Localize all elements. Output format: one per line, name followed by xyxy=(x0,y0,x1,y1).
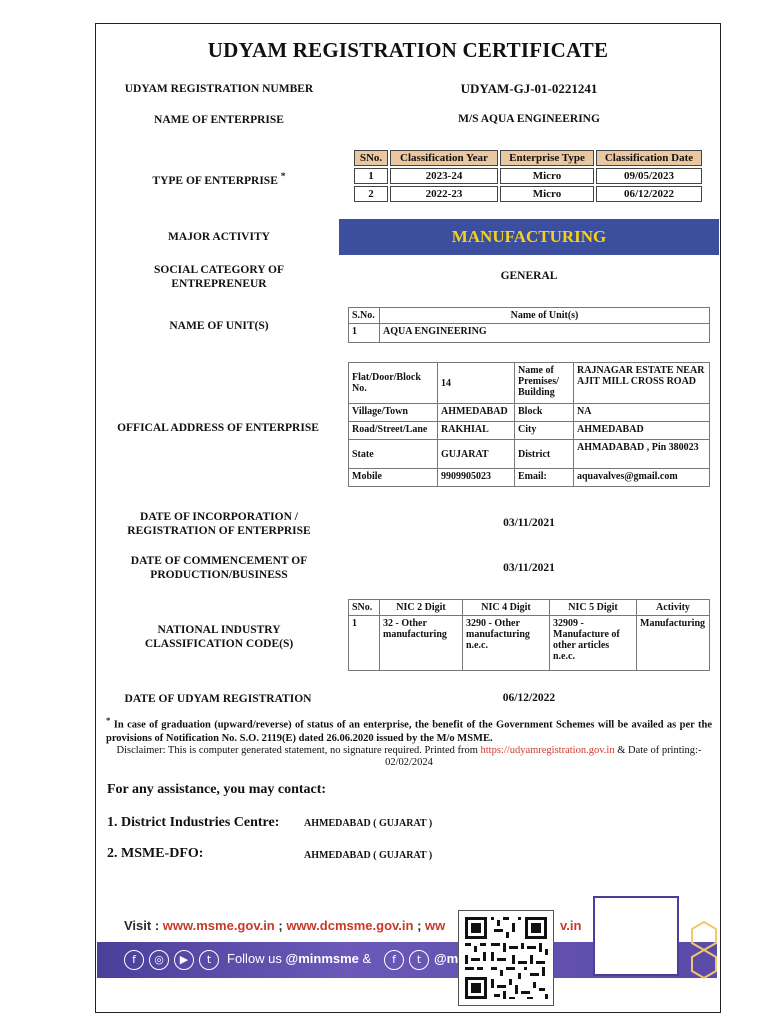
contact-heading: For any assistance, you may contact: xyxy=(107,782,327,797)
table-cell: Village/Town xyxy=(349,404,438,422)
table-cell: Micro xyxy=(500,168,594,184)
table-row xyxy=(349,469,710,487)
enterprise-type-table xyxy=(352,148,704,204)
footnote-asterisk: * xyxy=(106,715,111,725)
social-category-label-line2: ENTREPRENEUR xyxy=(171,278,267,290)
footnote xyxy=(106,714,712,745)
table-cell: aquavalves@gmail.com xyxy=(574,469,710,487)
table-cell: 2022-23 xyxy=(390,186,498,202)
incorporation-label-line2: REGISTRATION OF ENTERPRISE xyxy=(127,525,311,537)
table-cell: RAKHIAL xyxy=(438,422,515,440)
table-row xyxy=(349,404,710,422)
table-cell: AHMEDABAD xyxy=(438,404,515,422)
column-header: NIC 2 Digit xyxy=(380,600,463,616)
registration-number-label: UDYAM REGISTRATION NUMBER xyxy=(124,83,314,95)
table-cell: Name of Premises/ Building xyxy=(515,363,574,404)
visit-separator: ; xyxy=(413,918,426,933)
footnote-text: In case of graduation (upward/reverse) of status of an enterprise, the benefit of the Government Schemes will be availed as per the provisions of Notification No. S.O. 2119(E) dated 26.06.2020 issued by the M/o MSME. xyxy=(106,719,712,744)
column-header: Classification Date xyxy=(596,150,702,166)
photo-box xyxy=(593,896,679,976)
column-header: SNo. xyxy=(354,150,388,166)
follow-text xyxy=(227,951,371,966)
enterprise-type-label-text: TYPE OF ENTERPRISE xyxy=(152,174,278,187)
certificate-title: UDYAM REGISTRATION CERTIFICATE xyxy=(207,38,609,62)
site-link-msme[interactable]: www.msme.gov.in xyxy=(162,918,275,933)
table-header-row xyxy=(349,600,710,616)
table-cell: 32909 - Manufacture of other articles n.e.c. xyxy=(550,616,637,671)
table-cell: 06/12/2022 xyxy=(596,186,702,202)
table-cell: 3290 - Other manufacturing n.e.c. xyxy=(463,616,550,671)
table-cell: AQUA ENGINEERING xyxy=(380,324,710,343)
table-row xyxy=(349,422,710,440)
follow-handle: @minmsme xyxy=(285,951,359,966)
nic-table xyxy=(348,599,710,671)
major-activity-value: MANUFACTURING xyxy=(339,219,719,255)
column-header: SNo. xyxy=(349,600,380,616)
table-cell: Flat/Door/Block No. xyxy=(349,363,438,404)
table-row xyxy=(349,324,710,343)
address-label: OFFICAL ADDRESS OF ENTERPRISE xyxy=(117,422,319,434)
table-row xyxy=(354,186,702,202)
column-header: Enterprise Type xyxy=(500,150,594,166)
facebook-icon[interactable]: f xyxy=(384,950,404,970)
commencement-label-line2: PRODUCTION/BUSINESS xyxy=(150,569,288,581)
table-cell: AHMADABAD , Pin 380023 xyxy=(574,440,710,469)
table-cell: Block xyxy=(515,404,574,422)
udyam-date-label: DATE OF UDYAM REGISTRATION xyxy=(124,693,312,705)
address-table xyxy=(348,362,710,487)
site-link-partial[interactable]: ww xyxy=(425,918,446,933)
social-category-label-line1: SOCIAL CATEGORY OF xyxy=(154,264,284,276)
table-cell: GUJARAT xyxy=(438,440,515,469)
nic-label xyxy=(108,623,330,651)
udyam-date-value: 06/12/2022 xyxy=(502,692,556,704)
table-cell: 9909905023 xyxy=(438,469,515,487)
table-row xyxy=(354,168,702,184)
enterprise-name-value: M/S AQUA ENGINEERING xyxy=(458,113,600,125)
units-label: NAME OF UNIT(S) xyxy=(169,320,269,332)
qr-code xyxy=(458,910,554,1006)
units-table xyxy=(348,307,710,343)
incorporation-value: 03/11/2021 xyxy=(503,517,555,529)
table-cell: 09/05/2023 xyxy=(596,168,702,184)
table-cell: NA xyxy=(574,404,710,422)
table-cell: 14 xyxy=(438,363,515,404)
social-category-label xyxy=(108,263,330,291)
follow-handle-partial: @m xyxy=(434,951,459,966)
column-header: NIC 5 Digit xyxy=(550,600,637,616)
table-cell: Email: xyxy=(515,469,574,487)
table-cell: Manufacturing xyxy=(637,616,710,671)
table-cell: 1 xyxy=(349,616,380,671)
column-header: NIC 4 Digit xyxy=(463,600,550,616)
table-cell: Mobile xyxy=(349,469,438,487)
follow-amp: & xyxy=(362,951,372,966)
nic-label-line2: CLASSIFICATION CODE(S) xyxy=(144,638,294,650)
column-header: S.No. xyxy=(349,308,380,324)
table-row xyxy=(349,440,710,469)
table-cell: City xyxy=(515,422,574,440)
dic-label: 1. District Industries Centre: xyxy=(107,815,280,830)
visit-label: Visit : xyxy=(124,918,163,933)
visit-line xyxy=(124,918,445,933)
table-cell: State xyxy=(349,440,438,469)
registration-number-value: UDYAM-GJ-01-0221241 xyxy=(460,81,598,96)
table-cell: Road/Street/Lane xyxy=(349,422,438,440)
twitter-icon[interactable]: t xyxy=(409,950,429,970)
table-cell: AHMEDABAD xyxy=(574,422,710,440)
commencement-label-line1: DATE OF COMMENCEMENT OF xyxy=(130,555,308,567)
site-link-partial-end[interactable]: v.in xyxy=(560,918,582,933)
follow-label: Follow us xyxy=(227,951,282,966)
table-cell: District xyxy=(515,440,574,469)
disclaimer-link[interactable]: https://udyamregistration.gov.in xyxy=(480,745,615,756)
disclaimer xyxy=(106,745,712,769)
instagram-icon[interactable]: ◎ xyxy=(149,950,169,970)
column-header: Activity xyxy=(637,600,710,616)
table-cell: 2023-24 xyxy=(390,168,498,184)
social-category-value: GENERAL xyxy=(500,270,558,282)
major-activity-label: MAJOR ACTIVITY xyxy=(168,231,270,243)
youtube-icon[interactable]: ▶ xyxy=(174,950,194,970)
dfo-label: 2. MSME-DFO: xyxy=(107,846,204,861)
table-cell: 1 xyxy=(349,324,380,343)
column-header: Classification Year xyxy=(390,150,498,166)
commencement-label xyxy=(108,554,330,582)
disclaimer-print-label: & Date of printing:- xyxy=(614,745,702,756)
column-header: Name of Unit(s) xyxy=(380,308,710,324)
table-header-row xyxy=(349,308,710,324)
disclaimer-text: Disclaimer: This is computer generated statement, no signature required. Printed from xyxy=(116,745,481,756)
twitter-icon[interactable]: t xyxy=(199,950,219,970)
site-link-dcmsme[interactable]: www.dcmsme.gov.in xyxy=(286,918,414,933)
table-row xyxy=(349,363,710,404)
nic-label-line1: NATIONAL INDUSTRY xyxy=(157,624,281,636)
incorporation-label-line1: DATE OF INCORPORATION / xyxy=(140,511,298,523)
enterprise-type-asterisk: * xyxy=(280,171,286,182)
table-cell: RAJNAGAR ESTATE NEAR AJIT MILL CROSS ROAD xyxy=(574,363,710,404)
disclaimer-print-date: 02/02/2024 xyxy=(385,757,433,768)
table-cell: Micro xyxy=(500,186,594,202)
table-header-row xyxy=(354,150,702,166)
enterprise-name-label: NAME OF ENTERPRISE xyxy=(154,114,284,126)
dfo-value: AHMEDABAD ( GUJARAT ) xyxy=(304,850,433,861)
table-cell: 2 xyxy=(354,186,388,202)
qr-code-graphic xyxy=(459,911,553,1005)
visit-separator: ; xyxy=(274,918,287,933)
dic-value: AHMEDABAD ( GUJARAT ) xyxy=(304,818,433,829)
table-row xyxy=(349,616,710,671)
commencement-value: 03/11/2021 xyxy=(503,562,555,574)
facebook-icon[interactable]: f xyxy=(124,950,144,970)
incorporation-label xyxy=(108,510,330,538)
table-cell: 32 - Other manufacturing xyxy=(380,616,463,671)
table-cell: 1 xyxy=(354,168,388,184)
hexagon-decoration-icon xyxy=(690,920,718,980)
enterprise-type-label xyxy=(108,170,330,188)
